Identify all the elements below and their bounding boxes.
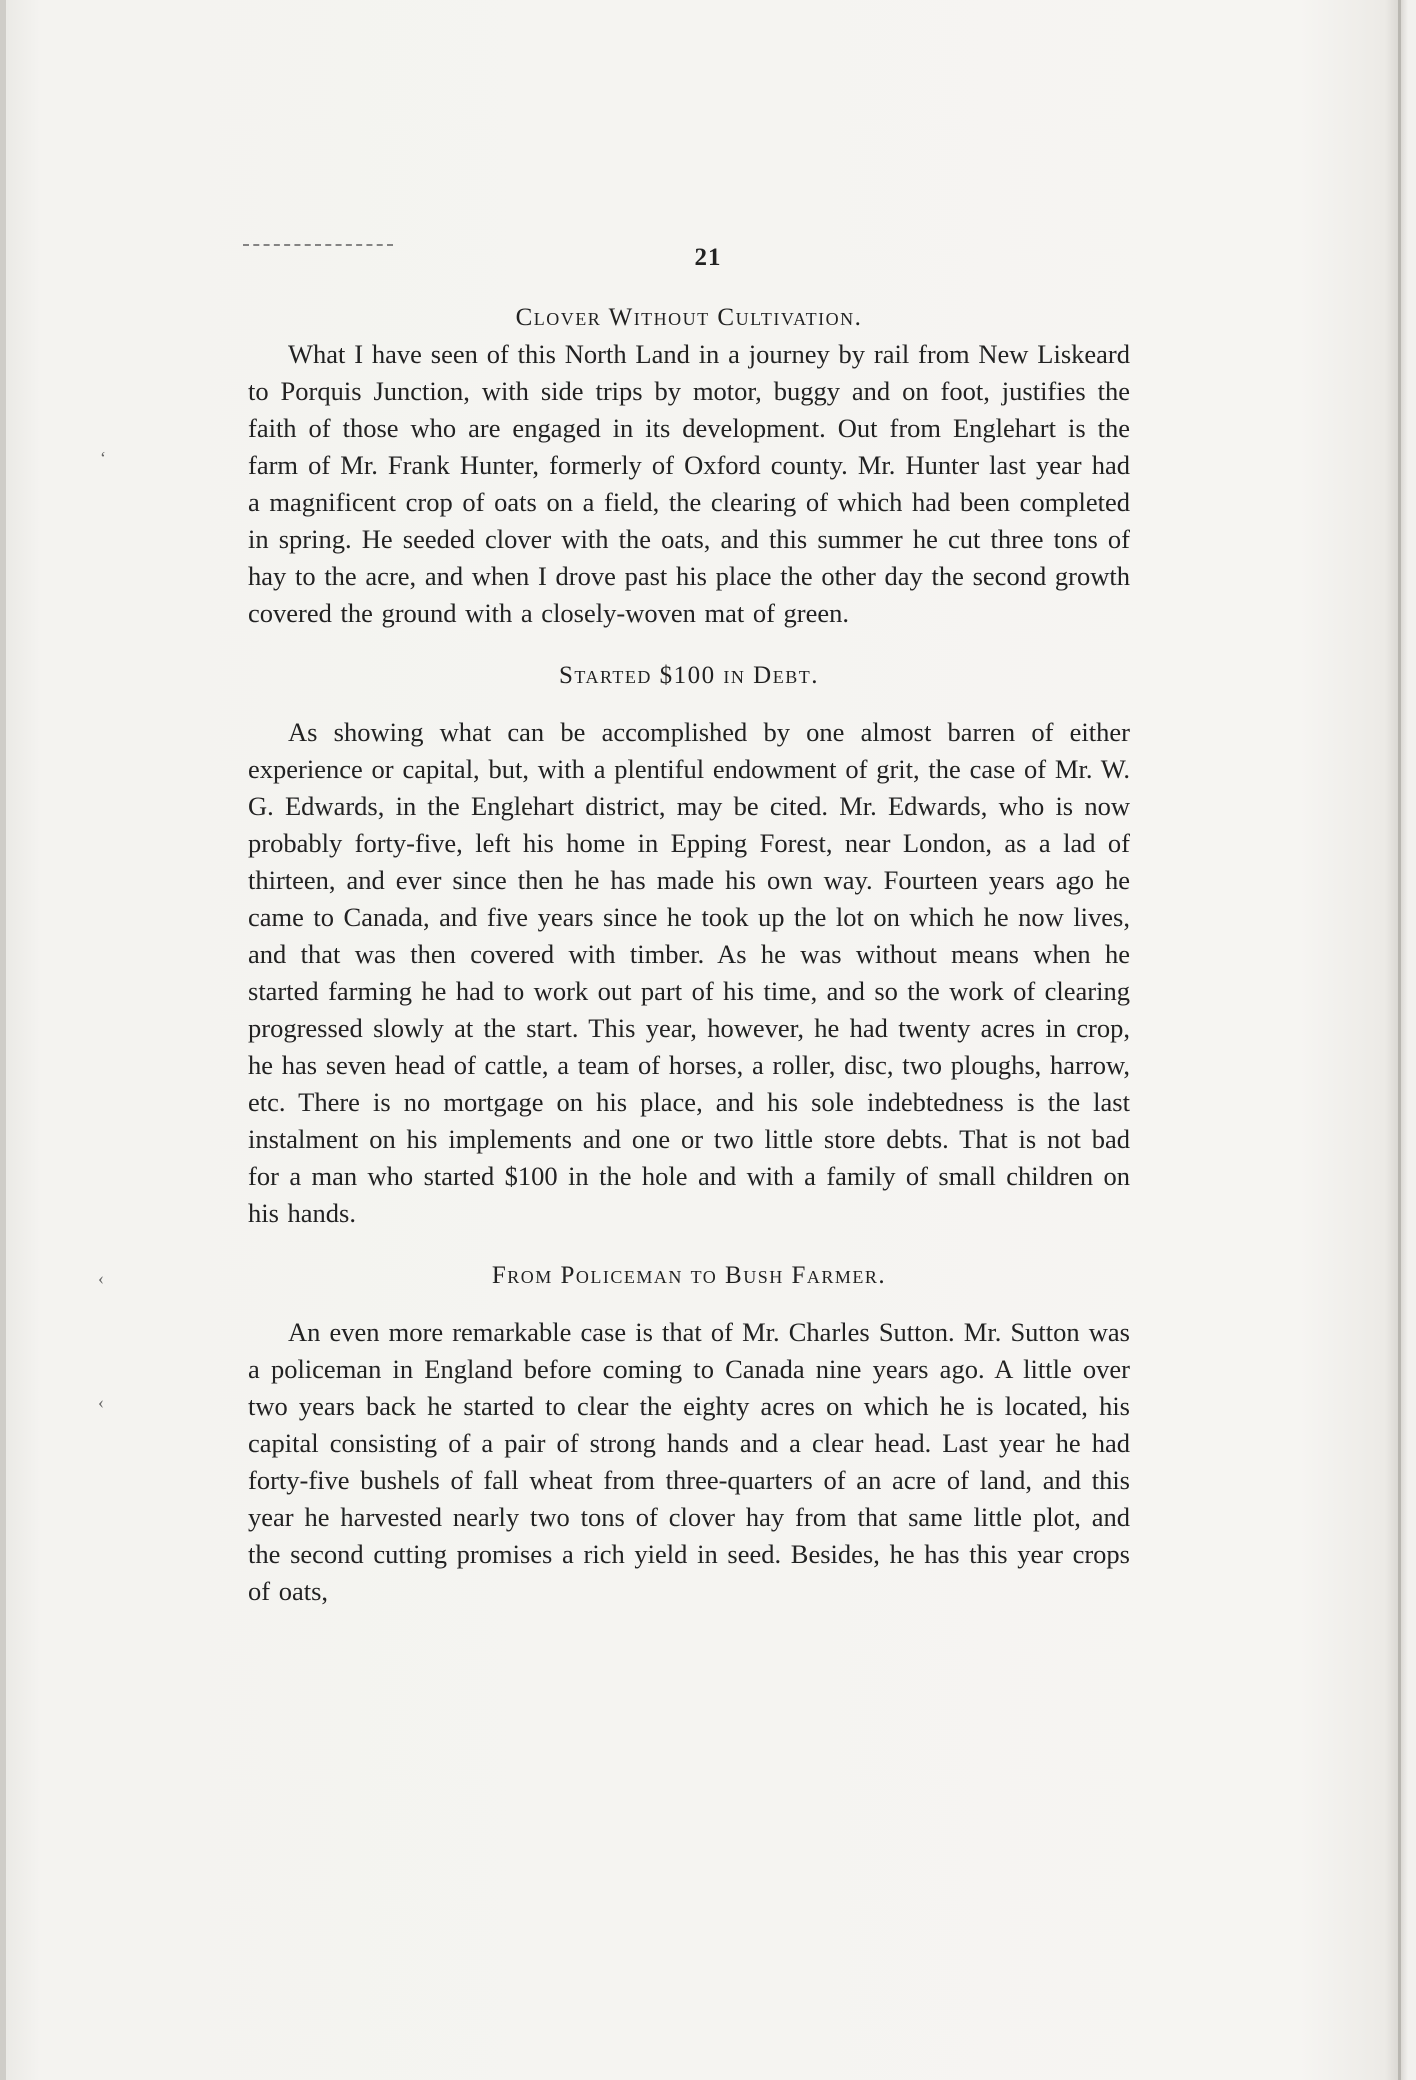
margin-mark: ‹	[98, 1392, 104, 1412]
page-number: 21	[694, 244, 722, 271]
section-paragraph: What I have seen of this North Land in a journey by rail from New Liskeard to Porquis Junction, with side trips by motor, buggy and on foot, justifies the faith of those who are engaged in its development. Out from Englehart is the farm of Mr. Frank Hunter, formerly of Oxford county. Mr. Hunter last year had a magnificent crop of oats on a field, the clearing of which had been completed in spring. He seeded clover with the oats, and this summer he cut three tons of hay to the acre, and when I drove past his place the other day the second growth covered the ground with a closely-woven mat of green.	[248, 339, 1130, 628]
page-edge	[1398, 0, 1401, 2080]
section-paragraph: An even more remarkable case is that of Mr. Charles Sutton. Mr. Sutton was a policeman in England before coming to Canada nine years ago. A little over two years back he started to clear the eighty acres on which he is located, his capital consisting of a pair of strong hands and a clear head. Last year he had forty-five bushels of fall wheat from three-quarters of an acre of land, and this year he harvested nearly two tons of clover hay from that same little plot, and the second cutting promises a rich yield in seed. Besides, he has this year crops of oats,	[248, 1317, 1130, 1606]
section-heading: Clover Without Cultivation.	[515, 304, 863, 331]
section-heading: Started $100 in Debt.	[559, 662, 819, 689]
section-paragraph: As showing what can be accomplished by one almost barren of either experience or capital, but, with a plentiful endowment of grit, the case of Mr. W. G. Edwards, in the Englehart district, may be cited. Mr. Edwards, who is now probably forty-five, left his home in Epping Forest, near London, as a lad of thirteen, and ever since then he has made his own way. Fourteen years ago he came to Canada, and five years since he took up the lot on which he now lives, and that was then covered with timber. As he was without means when he started farming he had to work out part of his time, and so the work of clearing progressed slowly at the start. This year, however, he had twenty acres in crop, he has seven head of cattle, a team of horses, a roller, disc, two ploughs, harrow, etc. There is no mortgage on his place, and his sole indebtedness is the last instalment on his implements and one or two little store debts. That is not bad for a man who started $100 in the hole and with a family of small children on his hands.	[248, 717, 1130, 1228]
article-body	[248, 296, 1130, 1610]
section-heading: From Policeman to Bush Farmer.	[491, 1262, 887, 1289]
margin-mark: ‘	[100, 448, 106, 468]
margin-mark: ‹	[98, 1268, 104, 1288]
binding-edge	[0, 0, 6, 2080]
